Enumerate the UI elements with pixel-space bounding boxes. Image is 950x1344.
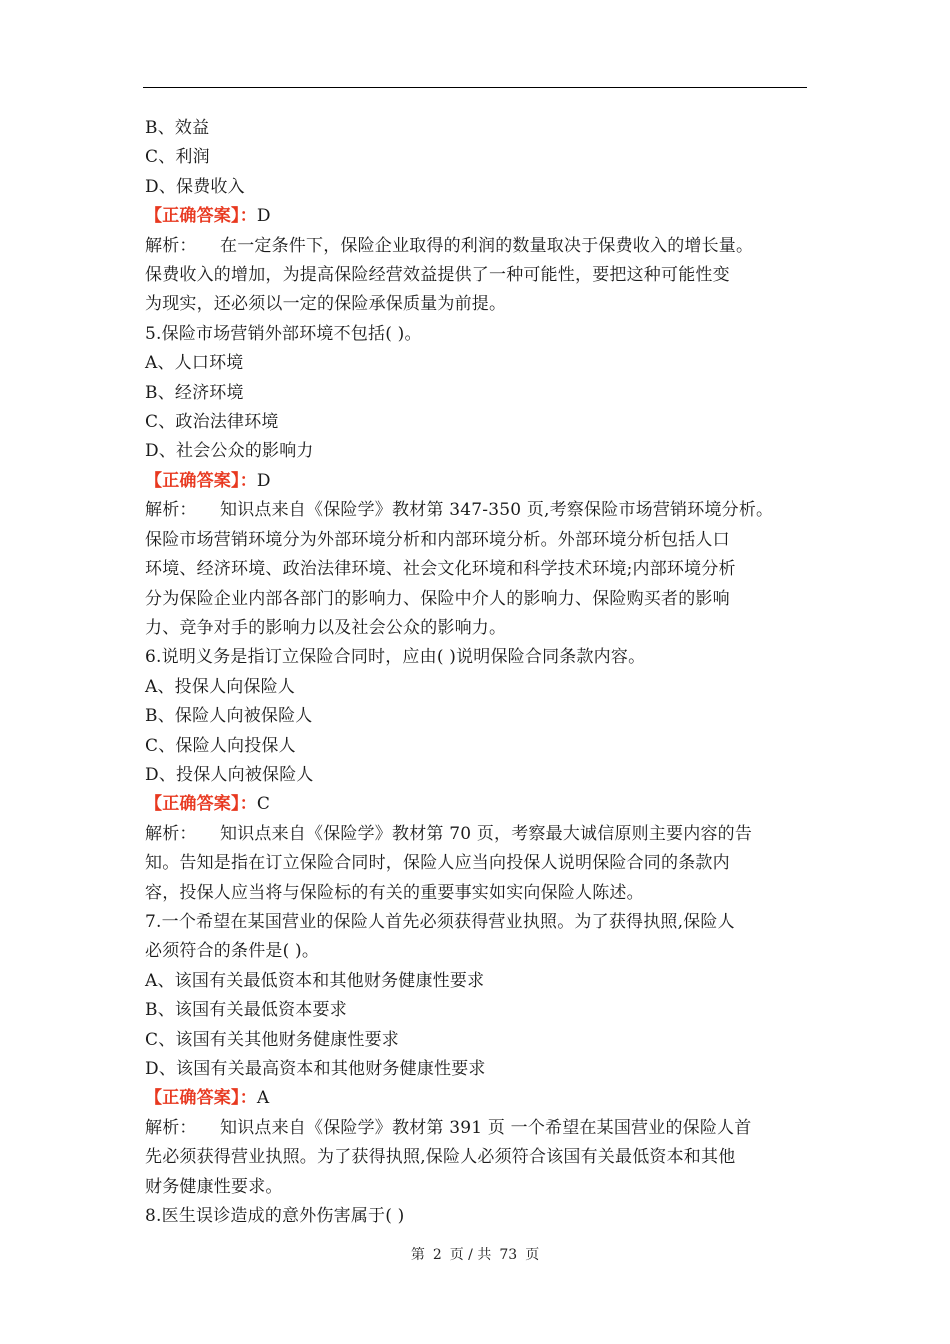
correct-answer-tag: 【正确答案】 <box>145 1088 240 1109</box>
page-footer <box>0 1244 950 1264</box>
question-stem: 5.保险市场营销外部环境不包括( )。 <box>145 323 422 344</box>
paragraph-line: 环境、经济环境、政治法律环境、社会文化环境和科学技术环境;内部环境分析 <box>145 559 736 580</box>
answer-option: A、人口环境 <box>145 353 244 374</box>
analysis-line <box>145 232 815 261</box>
answer-option: A、投保人向保险人 <box>145 676 296 697</box>
footer-prefix: 第 <box>410 1247 425 1263</box>
analysis-text: 知识点来自《保险学》教材第 347-350 页,考察保险市场营销环境分析。 <box>220 500 774 521</box>
footer-total-pages: 73 <box>499 1247 518 1263</box>
correct-answer-line <box>145 1084 815 1113</box>
paragraph-line: 容，投保人应当将与保险标的有关的重要事实如实向保险人陈述。 <box>145 882 644 903</box>
paragraph-line: 知。告知是指在订立保险合同时，保险人应当向投保人说明保险合同的条款内 <box>145 853 730 874</box>
correct-answer-value: C <box>256 794 271 815</box>
correct-answer-separator: ： <box>239 1088 257 1109</box>
answer-option: A、该国有关最低资本和其他财务健康性要求 <box>145 970 485 991</box>
correct-answer-line <box>145 202 815 231</box>
correct-answer-value: D <box>256 470 271 491</box>
answer-option: B、该国有关最低资本要求 <box>145 1000 347 1021</box>
paragraph-line: 必须符合的条件是( )。 <box>145 941 320 962</box>
analysis-label: 解析： <box>145 235 197 256</box>
paragraph-line: 财务健康性要求。 <box>145 1176 283 1197</box>
paragraph-line: 保费收入的增加，为提高保险经营效益提供了一种可能性，要把这种可能性变 <box>145 265 730 286</box>
analysis-label: 解析： <box>145 1117 197 1138</box>
analysis-text: 知识点来自《保险学》教材第 70 页，考察最大诚信原则主要内容的告 <box>220 823 753 844</box>
answer-option: C、该国有关其他财务健康性要求 <box>145 1029 400 1050</box>
question-stem: 6.说明义务是指订立保险合同时，应由( )说明保险合同条款内容。 <box>145 647 646 668</box>
answer-option: C、保险人向投保人 <box>145 735 296 756</box>
analysis-line <box>145 820 815 849</box>
paragraph-line: 分为保险企业内部各部门的影响力、保险中介人的影响力、保险购买者的影响 <box>145 588 730 609</box>
paragraph-line: 保险市场营销环境分为外部环境分析和内部环境分析。外部环境分析包括人口 <box>145 529 730 550</box>
correct-answer-separator: ： <box>239 206 257 227</box>
answer-option: B、保险人向被保险人 <box>145 706 313 727</box>
correct-answer-tag: 【正确答案】 <box>145 206 240 227</box>
answer-option: D、该国有关最高资本和其他财务健康性要求 <box>145 1059 486 1079</box>
analysis-label: 解析： <box>145 500 197 521</box>
correct-answer-tag: 【正确答案】 <box>145 794 240 815</box>
correct-answer-separator: ： <box>239 794 257 815</box>
correct-answer-value: A <box>256 1088 270 1109</box>
footer-suffix: 页 <box>525 1247 540 1263</box>
question-stem: 7.一个希望在某国营业的保险人首先必须获得营业执照。为了获得执照,保险人 <box>145 911 735 932</box>
correct-answer-line <box>145 790 815 819</box>
answer-option: B、经济环境 <box>145 382 244 403</box>
answer-option: B、效益 <box>145 118 210 138</box>
footer-current-page: 2 <box>432 1247 442 1263</box>
analysis-line <box>145 1114 815 1143</box>
analysis-text: 在一定条件下，保险企业取得的利润的数量取决于保费收入的增长量。 <box>220 235 754 256</box>
answer-option: C、利润 <box>145 147 210 168</box>
header-rule <box>143 87 807 88</box>
paragraph-line: 为现实，还必须以一定的保险承保质量为前提。 <box>145 294 507 315</box>
correct-answer-tag: 【正确答案】 <box>145 470 240 491</box>
correct-answer-separator: ： <box>239 470 257 491</box>
document-body <box>145 114 815 1231</box>
answer-option: C、政治法律环境 <box>145 412 279 433</box>
answer-option: D、投保人向被保险人 <box>145 764 314 785</box>
question-stem: 8.医生误诊造成的意外伤害属于( ) <box>145 1206 405 1227</box>
paragraph-line: 先必须获得营业执照。为了获得执照,保险人必须符合该国有关最低资本和其他 <box>145 1147 736 1168</box>
answer-option: D、社会公众的影响力 <box>145 441 314 462</box>
analysis-line <box>145 496 815 525</box>
correct-answer-line <box>145 467 815 496</box>
correct-answer-value: D <box>256 206 271 227</box>
answer-option: D、保费收入 <box>145 176 245 197</box>
footer-mid: 页 / 共 <box>449 1247 492 1263</box>
analysis-text: 知识点来自《保险学》教材第 391 页 一个希望在某国营业的保险人首 <box>220 1117 752 1138</box>
paragraph-line: 力、竞争对手的影响力以及社会公众的影响力。 <box>145 617 507 638</box>
analysis-label: 解析： <box>145 823 197 844</box>
